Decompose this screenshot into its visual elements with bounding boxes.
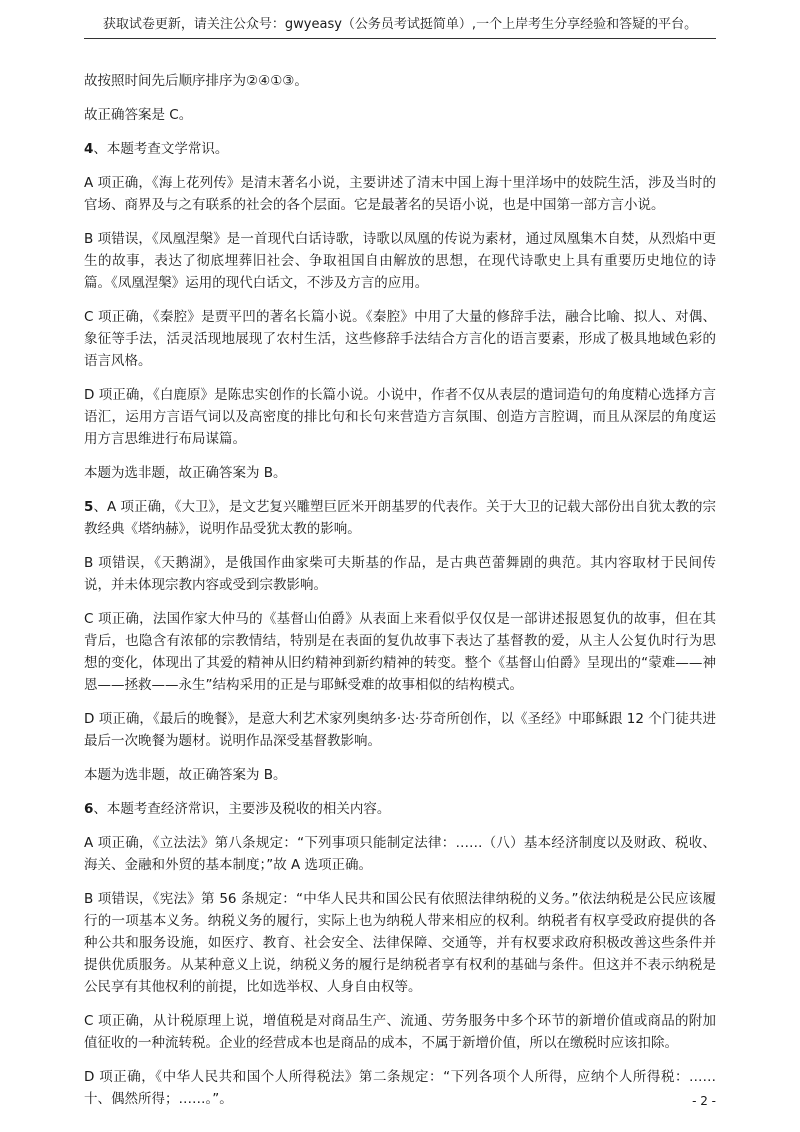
paragraph: 故正确答案是 C。 [84,107,193,123]
question-heading: 6、本题考查经济常识，主要涉及税收的相关内容。 [84,801,391,817]
paragraph: B 项错误，《天鹅湖》，是俄国作曲家柴可夫斯基的作品，是古典芭蕾舞剧的典范。其内容取材于民间传说，并未体现宗教内容或受到宗教影响。 [84,555,716,593]
page-header: 获取试卷更新，请关注公众号：gwyeasy（公务员考试挺简单）,一个上岸考生分享经验和答疑的平台。 [84,16,716,39]
paragraph: C 项正确，从计税原理上说，增值税是对商品生产、流通、劳务服务中多个环节的新增价值或商品的附加值征收的一种流转税。企业的经营成本也是商品的成本，不属于新增价值，所以在缴税时应该扣除。 [84,1013,716,1051]
question-heading: 5、A 项正确，《大卫》，是文艺复兴雕塑巨匠米开朗基罗的代表作。关于大卫的记载大部份出自犹太教的宗教经典《塔纳赫》，说明作品受犹太教的影响。 [84,499,716,537]
paragraph: C 项正确，法国作家大仲马的《基督山伯爵》从表面上来看似乎仅仅是一部讲述报恩复仇的故事，但在其背后，也隐含有浓郁的宗教情结，特别是在表面的复仇故事下表达了基督教的爱，从主人公复仇时行为思想的变化，体现出了其爱的精神从旧约精神到新约精神的转变。整个《基督山伯爵》呈现出的“蒙难——神恩——拯救——永生”结构采用的正是与耶稣受难的故事相似的结构模式。 [84,611,716,693]
paragraph: B 项错误，《凤凰涅槃》是一首现代白话诗歌，诗歌以凤凰的传说为素材，通过凤凰集木自焚，从烈焰中更生的故事，表达了彻底埋葬旧社会、争取祖国自由解放的思想，在现代诗歌史上具有重要历史地位的诗篇。《凤凰涅槃》运用的现代白话文，不涉及方言的应用。 [84,231,716,291]
paragraph: 故按照时间先后顺序排序为②④①③。 [84,73,308,89]
paragraph: B 项错误，《宪法》第 56 条规定：“中华人民共和国公民有依照法律纳税的义务。”依法纳税是公民应该履行的一项基本义务。纳税义务的履行，实际上也为纳税人带来相应的权利。纳税者有权享受政府提供的各种公共和服务设施，如医疗、教育、社会安全、法律保障、交通等，并有权要求政府积极改善这些条件并提供优质服务。从某种意义上说，纳税义务的履行是纳税者享有权利的基础与条件。但这并不表示纳税是公民享有其他权利的前提，比如选举权、人身自由权等。 [84,891,716,995]
paragraph: D 项正确，《中华人民共和国个人所得税法》第二条规定：“下列各项个人所得，应纳个人所得税：……十、偶然所得；……。”。 [84,1069,716,1107]
paragraph: C 项正确，《秦腔》是贾平凹的著名长篇小说。《秦腔》中用了大量的修辞手法，融合比喻、拟人、对偶、象征等手法，活灵活现地展现了农村生活，这些修辞手法结合方言化的语言要素，形成了极具地域色彩的语言风格。 [84,309,716,369]
paragraph: D 项正确，《白鹿原》是陈忠实创作的长篇小说。小说中，作者不仅从表层的遣词造句的角度精心选择方言语汇，运用方言语气词以及高密度的排比句和长句来营造方言氛围、创造方言腔调，而且从深层的角度运用方言思维进行布局谋篇。 [84,387,716,447]
paragraph: D 项正确，《最后的晚餐》，是意大利艺术家列奥纳多·达·芬奇所创作，以《圣经》中耶稣跟 12 个门徒共进最后一次晚餐为题材。说明作品深受基督教影响。 [84,711,716,749]
paragraph: A 项正确，《立法法》第八条规定：“下列事项只能制定法律：……（八）基本经济制度以及财政、税收、海关、金融和外贸的基本制度；”故 A 选项正确。 [84,835,716,873]
paragraph: A 项正确，《海上花列传》是清末著名小说，主要讲述了清末中国上海十里洋场中的妓院生活，涉及当时的官场、商界及与之有联系的社会的各个层面。它是最著名的吴语小说，也是中国第一部方言小说。 [84,175,716,213]
paragraph: 本题为选非题，故正确答案为 B。 [84,465,287,481]
question-heading: 4、本题考查文学常识。 [84,141,229,157]
page-number: - 2 - [692,1094,716,1108]
document-body [84,70,716,1122]
paragraph: 本题为选非题，故正确答案为 B。 [84,767,287,783]
